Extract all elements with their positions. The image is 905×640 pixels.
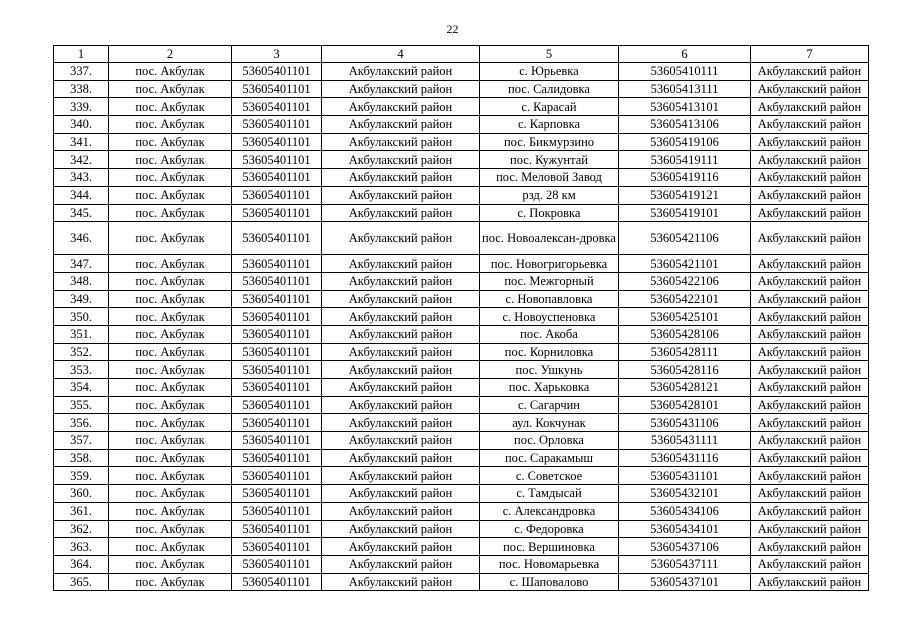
center-district-cell: Акбулакский район	[322, 63, 480, 81]
page-number: 22	[446, 22, 459, 36]
table-row	[54, 502, 869, 520]
settlement-code-cell: 53605413111	[619, 80, 751, 98]
center-cell: пос. Акбулак	[109, 325, 232, 343]
settlement-cell: пос. Вершиновка	[480, 538, 619, 556]
settlement-district-cell: Акбулакский район	[751, 414, 869, 432]
center-cell: пос. Акбулак	[109, 379, 232, 397]
table-row	[54, 379, 869, 397]
table-row	[54, 325, 869, 343]
center-district-cell: Акбулакский район	[322, 98, 480, 116]
center-district-cell: Акбулакский район	[322, 502, 480, 520]
center-code-cell: 53605401101	[232, 222, 322, 255]
center-code-cell: 53605401101	[232, 169, 322, 187]
center-cell: пос. Акбулак	[109, 449, 232, 467]
settlements-table	[53, 45, 869, 591]
table-row	[54, 432, 869, 450]
header-cell-col-6: 6	[619, 46, 751, 63]
center-code-cell: 53605401101	[232, 343, 322, 361]
header-row	[54, 46, 869, 63]
row-number-cell: 354.	[54, 379, 109, 397]
row-number-cell: 343.	[54, 169, 109, 187]
center-district-cell: Акбулакский район	[322, 396, 480, 414]
center-cell: пос. Акбулак	[109, 538, 232, 556]
row-number-cell: 345.	[54, 204, 109, 222]
settlement-district-cell: Акбулакский район	[751, 555, 869, 573]
settlement-cell: с. Новопавловка	[480, 290, 619, 308]
center-district-cell: Акбулакский район	[322, 343, 480, 361]
table-row	[54, 186, 869, 204]
center-cell: пос. Акбулак	[109, 396, 232, 414]
settlement-cell: с. Тамдысай	[480, 485, 619, 503]
center-code-cell: 53605401101	[232, 255, 322, 273]
center-cell: пос. Акбулак	[109, 116, 232, 134]
settlement-code-cell: 53605428101	[619, 396, 751, 414]
center-district-cell: Акбулакский район	[322, 555, 480, 573]
settlement-code-cell: 53605421106	[619, 222, 751, 255]
row-number-cell: 349.	[54, 290, 109, 308]
center-district-cell: Акбулакский район	[322, 186, 480, 204]
center-district-cell: Акбулакский район	[322, 520, 480, 538]
settlement-code-cell: 53605428121	[619, 379, 751, 397]
settlement-cell: рзд. 28 км	[480, 186, 619, 204]
center-cell: пос. Акбулак	[109, 151, 232, 169]
center-cell: пос. Акбулак	[109, 255, 232, 273]
center-cell: пос. Акбулак	[109, 361, 232, 379]
center-code-cell: 53605401101	[232, 116, 322, 134]
center-code-cell: 53605401101	[232, 538, 322, 556]
row-number-cell: 358.	[54, 449, 109, 467]
center-cell: пос. Акбулак	[109, 98, 232, 116]
settlement-district-cell: Акбулакский район	[751, 396, 869, 414]
settlement-code-cell: 53605413101	[619, 98, 751, 116]
table-row	[54, 290, 869, 308]
settlement-cell: пос. Новоалексан-дровка	[480, 222, 619, 255]
settlement-district-cell: Акбулакский район	[751, 308, 869, 326]
settlement-cell: с. Федоровка	[480, 520, 619, 538]
center-code-cell: 53605401101	[232, 308, 322, 326]
settlement-code-cell: 53605434106	[619, 502, 751, 520]
center-code-cell: 53605401101	[232, 432, 322, 450]
center-cell: пос. Акбулак	[109, 186, 232, 204]
settlement-cell: с. Покровка	[480, 204, 619, 222]
settlement-code-cell: 53605419116	[619, 169, 751, 187]
settlement-code-cell: 53605428111	[619, 343, 751, 361]
center-cell: пос. Акбулак	[109, 502, 232, 520]
center-district-cell: Акбулакский район	[322, 133, 480, 151]
settlement-code-cell: 53605413106	[619, 116, 751, 134]
center-district-cell: Акбулакский район	[322, 290, 480, 308]
settlement-district-cell: Акбулакский район	[751, 325, 869, 343]
settlement-district-cell: Акбулакский район	[751, 449, 869, 467]
settlement-district-cell: Акбулакский район	[751, 538, 869, 556]
table-row	[54, 169, 869, 187]
header-cell-col-3: 3	[232, 46, 322, 63]
table-row	[54, 308, 869, 326]
settlement-district-cell: Акбулакский район	[751, 290, 869, 308]
center-cell: пос. Акбулак	[109, 133, 232, 151]
settlement-cell: с. Сагарчин	[480, 396, 619, 414]
settlement-district-cell: Акбулакский район	[751, 204, 869, 222]
center-code-cell: 53605401101	[232, 361, 322, 379]
settlement-cell: пос. Кужунтай	[480, 151, 619, 169]
table-row	[54, 63, 869, 81]
settlement-district-cell: Акбулакский район	[751, 343, 869, 361]
row-number-cell: 353.	[54, 361, 109, 379]
center-cell: пос. Акбулак	[109, 308, 232, 326]
row-number-cell: 337.	[54, 63, 109, 81]
center-cell: пос. Акбулак	[109, 63, 232, 81]
settlement-code-cell: 53605428116	[619, 361, 751, 379]
settlement-district-cell: Акбулакский район	[751, 133, 869, 151]
center-cell: пос. Акбулак	[109, 485, 232, 503]
settlement-code-cell: 53605434101	[619, 520, 751, 538]
center-code-cell: 53605401101	[232, 98, 322, 116]
settlement-cell: с. Карповка	[480, 116, 619, 134]
row-number-cell: 338.	[54, 80, 109, 98]
settlement-cell: с. Шаповалово	[480, 573, 619, 591]
center-district-cell: Акбулакский район	[322, 116, 480, 134]
row-number-cell: 348.	[54, 272, 109, 290]
center-code-cell: 53605401101	[232, 63, 322, 81]
center-district-cell: Акбулакский район	[322, 151, 480, 169]
center-code-cell: 53605401101	[232, 204, 322, 222]
row-number-cell: 364.	[54, 555, 109, 573]
table-row	[54, 396, 869, 414]
settlement-code-cell: 53605431106	[619, 414, 751, 432]
table-row	[54, 414, 869, 432]
settlement-district-cell: Акбулакский район	[751, 379, 869, 397]
settlement-code-cell: 53605425101	[619, 308, 751, 326]
table-row	[54, 555, 869, 573]
settlement-district-cell: Акбулакский район	[751, 361, 869, 379]
settlement-cell: пос. Саракамыш	[480, 449, 619, 467]
center-district-cell: Акбулакский район	[322, 222, 480, 255]
row-number-cell: 340.	[54, 116, 109, 134]
settlement-district-cell: Акбулакский район	[751, 485, 869, 503]
center-district-cell: Акбулакский район	[322, 361, 480, 379]
row-number-cell: 351.	[54, 325, 109, 343]
settlement-district-cell: Акбулакский район	[751, 573, 869, 591]
table-header	[54, 46, 869, 63]
settlement-district-cell: Акбулакский район	[751, 151, 869, 169]
settlement-code-cell: 53605419101	[619, 204, 751, 222]
settlement-district-cell: Акбулакский район	[751, 116, 869, 134]
center-cell: пос. Акбулак	[109, 414, 232, 432]
center-district-cell: Акбулакский район	[322, 325, 480, 343]
center-cell: пос. Акбулак	[109, 520, 232, 538]
row-number-cell: 360.	[54, 485, 109, 503]
settlement-code-cell: 53605437111	[619, 555, 751, 573]
center-cell: пос. Акбулак	[109, 272, 232, 290]
settlement-district-cell: Акбулакский район	[751, 432, 869, 450]
settlement-code-cell: 53605419106	[619, 133, 751, 151]
center-district-cell: Акбулакский район	[322, 467, 480, 485]
center-code-cell: 53605401101	[232, 272, 322, 290]
center-code-cell: 53605401101	[232, 133, 322, 151]
settlement-district-cell: Акбулакский район	[751, 520, 869, 538]
header-cell-col-5: 5	[480, 46, 619, 63]
settlement-cell: пос. Межгорный	[480, 272, 619, 290]
center-cell: пос. Акбулак	[109, 432, 232, 450]
center-code-cell: 53605401101	[232, 573, 322, 591]
center-cell: пос. Акбулак	[109, 343, 232, 361]
center-district-cell: Акбулакский район	[322, 255, 480, 273]
row-number-cell: 350.	[54, 308, 109, 326]
row-number-cell: 362.	[54, 520, 109, 538]
row-number-cell: 361.	[54, 502, 109, 520]
center-code-cell: 53605401101	[232, 520, 322, 538]
table-row	[54, 133, 869, 151]
row-number-cell: 363.	[54, 538, 109, 556]
table-row	[54, 449, 869, 467]
settlement-code-cell: 53605419121	[619, 186, 751, 204]
header-cell-col-7: 7	[751, 46, 869, 63]
header-cell-col-4: 4	[322, 46, 480, 63]
center-district-cell: Акбулакский район	[322, 538, 480, 556]
header-cell-col-2: 2	[109, 46, 232, 63]
settlement-code-cell: 53605437101	[619, 573, 751, 591]
row-number-cell: 359.	[54, 467, 109, 485]
center-district-cell: Акбулакский район	[322, 432, 480, 450]
header-cell-col-1: 1	[54, 46, 109, 63]
table-row	[54, 272, 869, 290]
center-code-cell: 53605401101	[232, 186, 322, 204]
center-code-cell: 53605401101	[232, 151, 322, 169]
settlement-cell: пос. Салидовка	[480, 80, 619, 98]
center-code-cell: 53605401101	[232, 555, 322, 573]
center-district-cell: Акбулакский район	[322, 414, 480, 432]
table-row	[54, 520, 869, 538]
center-code-cell: 53605401101	[232, 396, 322, 414]
settlement-cell: с. Новоуспеновка	[480, 308, 619, 326]
settlement-code-cell: 53605422101	[619, 290, 751, 308]
row-number-cell: 347.	[54, 255, 109, 273]
settlement-district-cell: Акбулакский район	[751, 80, 869, 98]
settlement-cell: с. Юрьевка	[480, 63, 619, 81]
center-district-cell: Акбулакский район	[322, 204, 480, 222]
center-code-cell: 53605401101	[232, 80, 322, 98]
center-code-cell: 53605401101	[232, 290, 322, 308]
settlement-code-cell: 53605421101	[619, 255, 751, 273]
settlement-code-cell: 53605437106	[619, 538, 751, 556]
row-number-cell: 344.	[54, 186, 109, 204]
table-row	[54, 255, 869, 273]
table-row	[54, 80, 869, 98]
center-district-cell: Акбулакский район	[322, 449, 480, 467]
center-cell: пос. Акбулак	[109, 169, 232, 187]
table-body	[54, 63, 869, 591]
settlement-code-cell: 53605428106	[619, 325, 751, 343]
center-district-cell: Акбулакский район	[322, 80, 480, 98]
settlement-code-cell: 53605431111	[619, 432, 751, 450]
table-row	[54, 467, 869, 485]
center-cell: пос. Акбулак	[109, 573, 232, 591]
center-code-cell: 53605401101	[232, 449, 322, 467]
center-cell: пос. Акбулак	[109, 555, 232, 573]
center-code-cell: 53605401101	[232, 467, 322, 485]
settlement-cell: аул. Кокчунак	[480, 414, 619, 432]
center-district-cell: Акбулакский район	[322, 169, 480, 187]
center-cell: пос. Акбулак	[109, 80, 232, 98]
settlement-cell: пос. Харьковка	[480, 379, 619, 397]
row-number-cell: 355.	[54, 396, 109, 414]
table-row	[54, 116, 869, 134]
settlement-cell: с. Советское	[480, 467, 619, 485]
settlement-district-cell: Акбулакский район	[751, 222, 869, 255]
settlement-cell: пос. Орловка	[480, 432, 619, 450]
settlement-cell: пос. Новогригорьевка	[480, 255, 619, 273]
center-code-cell: 53605401101	[232, 485, 322, 503]
settlement-district-cell: Акбулакский район	[751, 272, 869, 290]
settlement-code-cell: 53605422106	[619, 272, 751, 290]
settlement-cell: пос. Бикмурзино	[480, 133, 619, 151]
settlement-cell: с. Карасай	[480, 98, 619, 116]
center-code-cell: 53605401101	[232, 325, 322, 343]
table-row	[54, 98, 869, 116]
settlement-cell: пос. Корниловка	[480, 343, 619, 361]
row-number-cell: 339.	[54, 98, 109, 116]
table-row	[54, 204, 869, 222]
settlement-district-cell: Акбулакский район	[751, 255, 869, 273]
settlement-district-cell: Акбулакский район	[751, 98, 869, 116]
settlement-code-cell: 53605410111	[619, 63, 751, 81]
settlement-cell: пос. Ушкунь	[480, 361, 619, 379]
settlement-code-cell: 53605431116	[619, 449, 751, 467]
center-cell: пос. Акбулак	[109, 204, 232, 222]
row-number-cell: 357.	[54, 432, 109, 450]
center-code-cell: 53605401101	[232, 502, 322, 520]
row-number-cell: 346.	[54, 222, 109, 255]
settlement-code-cell: 53605432101	[619, 485, 751, 503]
center-code-cell: 53605401101	[232, 379, 322, 397]
row-number-cell: 356.	[54, 414, 109, 432]
center-district-cell: Акбулакский район	[322, 485, 480, 503]
center-district-cell: Акбулакский район	[322, 379, 480, 397]
settlement-district-cell: Акбулакский район	[751, 467, 869, 485]
table-row	[54, 151, 869, 169]
settlement-district-cell: Акбулакский район	[751, 169, 869, 187]
settlement-code-cell: 53605431101	[619, 467, 751, 485]
table-row	[54, 573, 869, 591]
settlement-cell: пос. Новомарьевка	[480, 555, 619, 573]
center-district-cell: Акбулакский район	[322, 573, 480, 591]
table-row	[54, 222, 869, 255]
settlement-cell: пос. Акоба	[480, 325, 619, 343]
center-district-cell: Акбулакский район	[322, 308, 480, 326]
row-number-cell: 352.	[54, 343, 109, 361]
center-cell: пос. Акбулак	[109, 467, 232, 485]
center-cell: пос. Акбулак	[109, 290, 232, 308]
center-code-cell: 53605401101	[232, 414, 322, 432]
table-row	[54, 538, 869, 556]
row-number-cell: 365.	[54, 573, 109, 591]
row-number-cell: 342.	[54, 151, 109, 169]
settlement-district-cell: Акбулакский район	[751, 63, 869, 81]
table-row	[54, 485, 869, 503]
center-cell: пос. Акбулак	[109, 222, 232, 255]
row-number-cell: 341.	[54, 133, 109, 151]
settlement-district-cell: Акбулакский район	[751, 186, 869, 204]
table-row	[54, 361, 869, 379]
center-district-cell: Акбулакский район	[322, 272, 480, 290]
settlement-cell: с. Александровка	[480, 502, 619, 520]
table-row	[54, 343, 869, 361]
settlement-code-cell: 53605419111	[619, 151, 751, 169]
settlement-cell: пос. Меловой Завод	[480, 169, 619, 187]
settlement-district-cell: Акбулакский район	[751, 502, 869, 520]
